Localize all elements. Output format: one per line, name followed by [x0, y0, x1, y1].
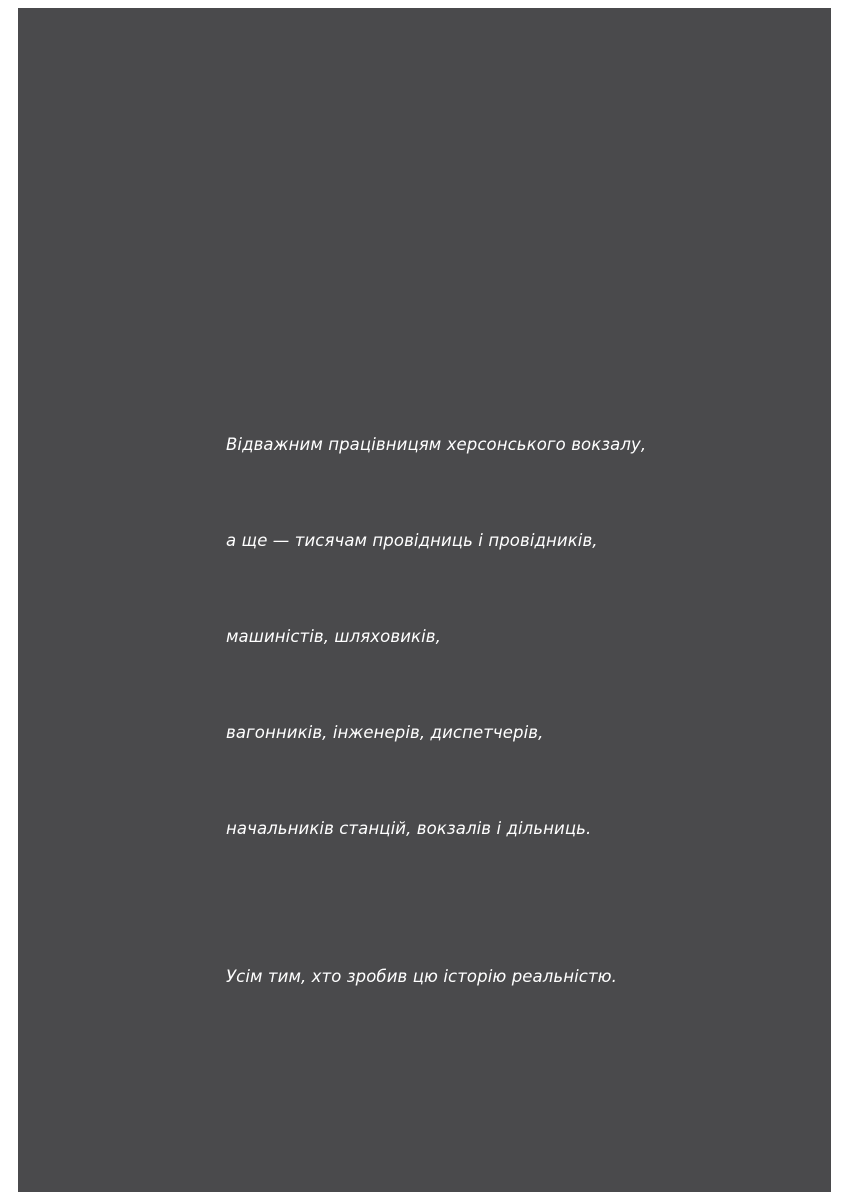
dedication-line-2: а ще — тисячам провідниць і провідників,: [226, 531, 598, 550]
dedication-closing: Усім тим, хто зробив цю історію реальністю.: [226, 967, 618, 986]
page-surface: [18, 8, 831, 1192]
dedication-line-1: Відважним працівницям херсонського вокзалу,: [226, 435, 647, 454]
dedication-paragraph: [226, 365, 746, 909]
dedication-line-3: машиністів, шляховиків,: [226, 627, 441, 646]
dedication-block: [226, 365, 746, 993]
dedication-line-5: начальників станцій, вокзалів і дільниць.: [226, 819, 592, 838]
dedication-line-4: вагонників, інженерів, диспетчерів,: [226, 723, 544, 742]
dedication-spacer: [226, 909, 746, 961]
